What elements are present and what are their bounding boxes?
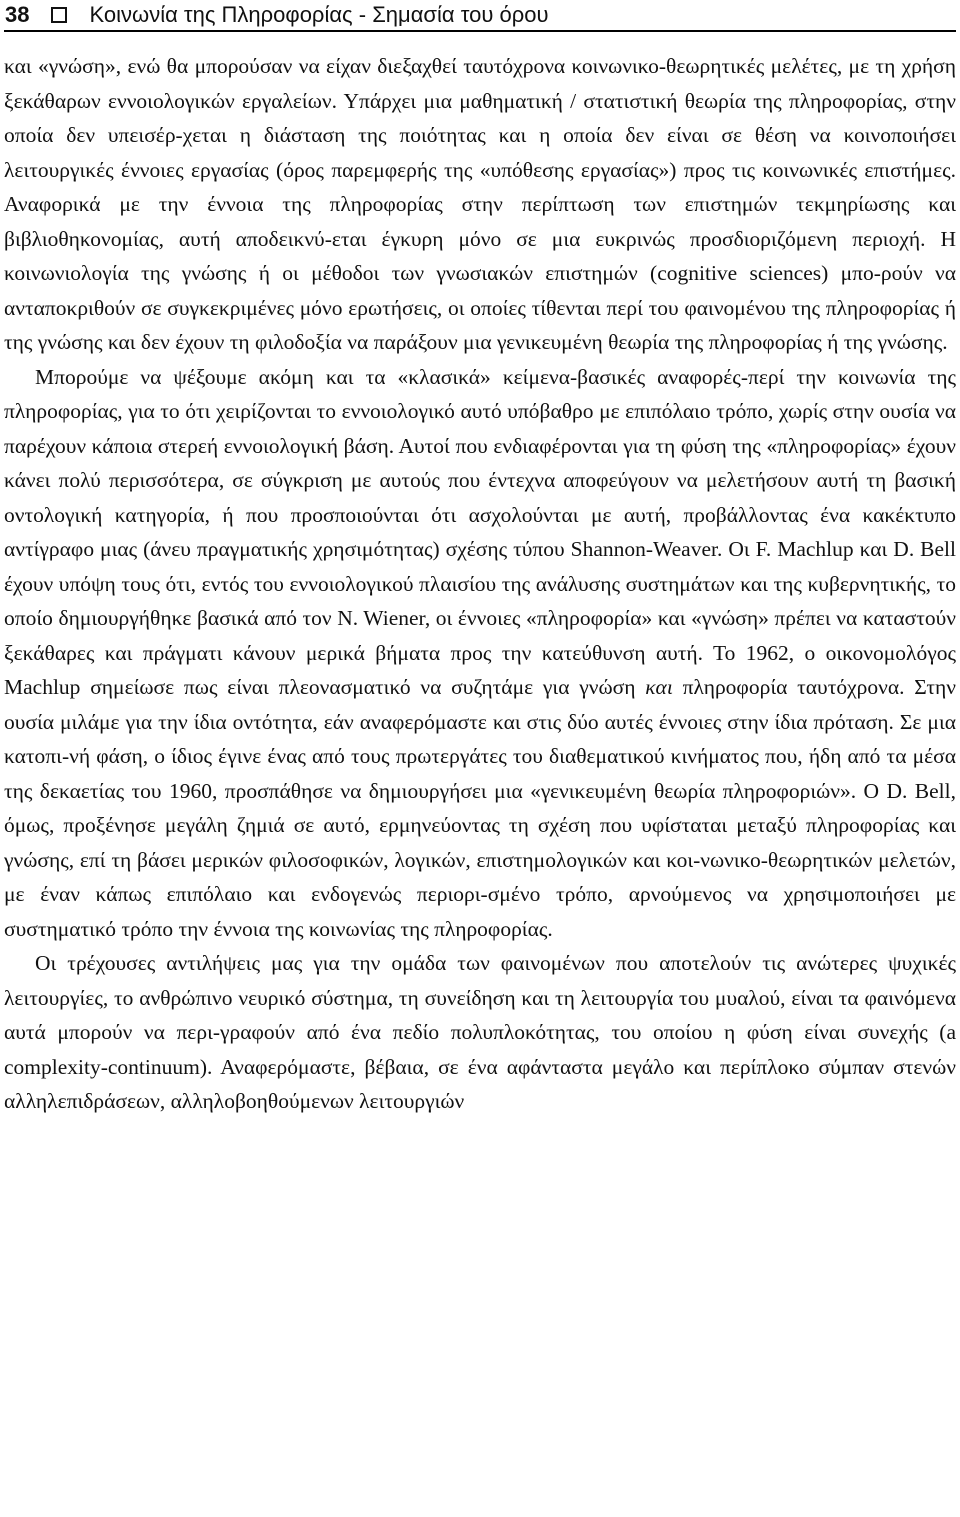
- paragraph-text: Οι τρέχουσες αντιλήψεις μας για την ομάδα των φαινομένων που αποτελούν τις ανώτερες ψυχικές λειτουργίες, το ανθρώπινο νευρικό σύστημα, τη συνείδηση και τη λειτουργία του μυαλού, είναι τα φαινόμενα αυτά μπορούν να περι-γραφούν από ένα πεδίο πολυπλοκότητας, του οποίου η φύση είναι συνεχής (a complexity-continuum). Αναφερόμαστε, βέβαια, σε ένα αφάνταστα μεγάλο και περίπλοκο σύμπαν στενών αλληλεπιδράσεων, αλληλοβοηθούμενων λειτουργιών: [4, 951, 956, 1113]
- paragraph-text: πληροφορία ταυτόχρονα. Στην ουσία μιλάμε για την ίδια οντότητα, εάν αναφερόμαστε και στις δύο αυτές έννοιες στην ίδια πρόταση. Σε μια κατοπι-νή φάση, ο ίδιος έγινε ένας από τους πρωτεργάτες του διαθεματικού κινήματος που, ήδη από τα μέσα της δεκαετίας του 1960, προσπάθησε να δημιουργήσει μια «γενικευμένη θεωρία πληροφοριών». Ο D. Bell, όμως, προξένησε μεγάλη ζημιά σε αυτό, ερμηνεύοντας τη σχέση που υφίσταται μεταξύ πληροφορίας και γνώσης, επί τη βάσει μερικών φιλοσοφικών, λογικών, επιστημολογικών και κοι-νωνικο-θεωρητικών μελετών, με έναν κάπως επιπόλαιο και ενδογενώς περιορι-σμένο τρόπο, αρνούμενος να χρησιμοποιήσει με συστηματικό τρόπο την έννοια της κοινωνίας της πληροφορίας.: [4, 675, 956, 941]
- running-header: [4, 0, 956, 32]
- page-number: 38: [5, 2, 30, 27]
- checkbox-square-icon: [51, 7, 67, 23]
- paragraph-3: [4, 946, 956, 1119]
- italic-word: και: [645, 675, 673, 699]
- paragraph-text: και «γνώση», ενώ θα μπορούσαν να είχαν διεξαχθεί ταυτόχρονα κοινωνικο-θεωρητικές μελέτες, με τη χρήση ξεκάθαρων εννοιολογικών εργαλείων. Υπάρχει μια μαθηματική / στατιστική θεωρία της πληροφορίας, στην οποία δεν υπεισέρ-χεται η διάσταση της ποιότητας και η οποία δεν είναι σε θέση να κοινοποιήσει λειτουργικές έννοιες εργασίας (όρος παρεμφερής της «υπόθεσης εργασίας») προς τις κοινωνικές επιστήμες. Αναφορικά με την έννοια της πληροφορίας στην περίπτωση των επιστημών τεκμηρίωσης και βιβλιοθηκονομίας, αυτή αποδεικνύ-εται έγκυρη μόνο σε μια ευκρινώς προσδιοριζόμενη περιοχή. Η κοινωνιολογία της γνώσης ή οι μέθοδοι των γνωσιακών επιστημών (cognitive sciences) μπο-ρούν να ανταποκριθούν σε συγκεκριμένες μόνο ερωτήσεις, οι οποίες τίθενται περί του φαινομένου της πληροφορίας ή της γνώσης και δεν έχουν τη φιλοδοξία να παράξουν μια γενικευμένη θεωρία της πληροφορίας ή της γνώσης.: [4, 54, 956, 354]
- paragraph-1: [4, 49, 956, 360]
- chapter-title: Κοινωνία της Πληροφορίας - Σημασία του όρου: [89, 2, 549, 27]
- paragraph-text: Μπορούμε να ψέξουμε ακόμη και τα «κλασικά» κείμενα-βασικές αναφορές-περί την κοινωνία της πληροφορίας, για το ότι χειρίζονται το εννοιολογικό αυτό υπόβαθρο με επιπόλαιο τρόπο, χωρίς στην ουσία να παρέχουν κάποια στερεή εννοιολογική βάση. Αυτοί που ενδιαφέρονται για τη φύση της «πληροφορίας» έχουν κάνει πολύ περισσότερα, σε σύγκριση με αυτούς που έντεχνα αποφεύγουν να μελετήσουν αυτή τη βασική οντολογική κατηγορία, ή που προσποιούνται ότι ασχολούνται με αυτή, προβάλλοντας ένα κακέκτυπο αντίγραφο μιας (άνευ πραγματικής χρησιμότητας) σχέσης τύπου Shannon-Weaver. Οι F. Machlup και D. Bell έχουν υπόψη τους ότι, εντός του εννοιολογικού πλαισίου της ανάλυσης συστημάτων και της κυβερνητικής, το οποίο δημιουργήθηκε βασικά από τον N. Wiener, οι έννοιες «πληροφορία» και «γνώση» πρέπει να καταστούν ξεκάθαρες και πράγματι κάνουν μερικά βήματα προς την κατεύθυνση αυτή. Το 1962, ο οικονομολόγος Machlup σημείωσε πως είναι πλεονασματικό να συζητάμε για γνώση: [4, 364, 956, 699]
- body-text: [4, 49, 956, 1119]
- paragraph-2: [4, 360, 956, 947]
